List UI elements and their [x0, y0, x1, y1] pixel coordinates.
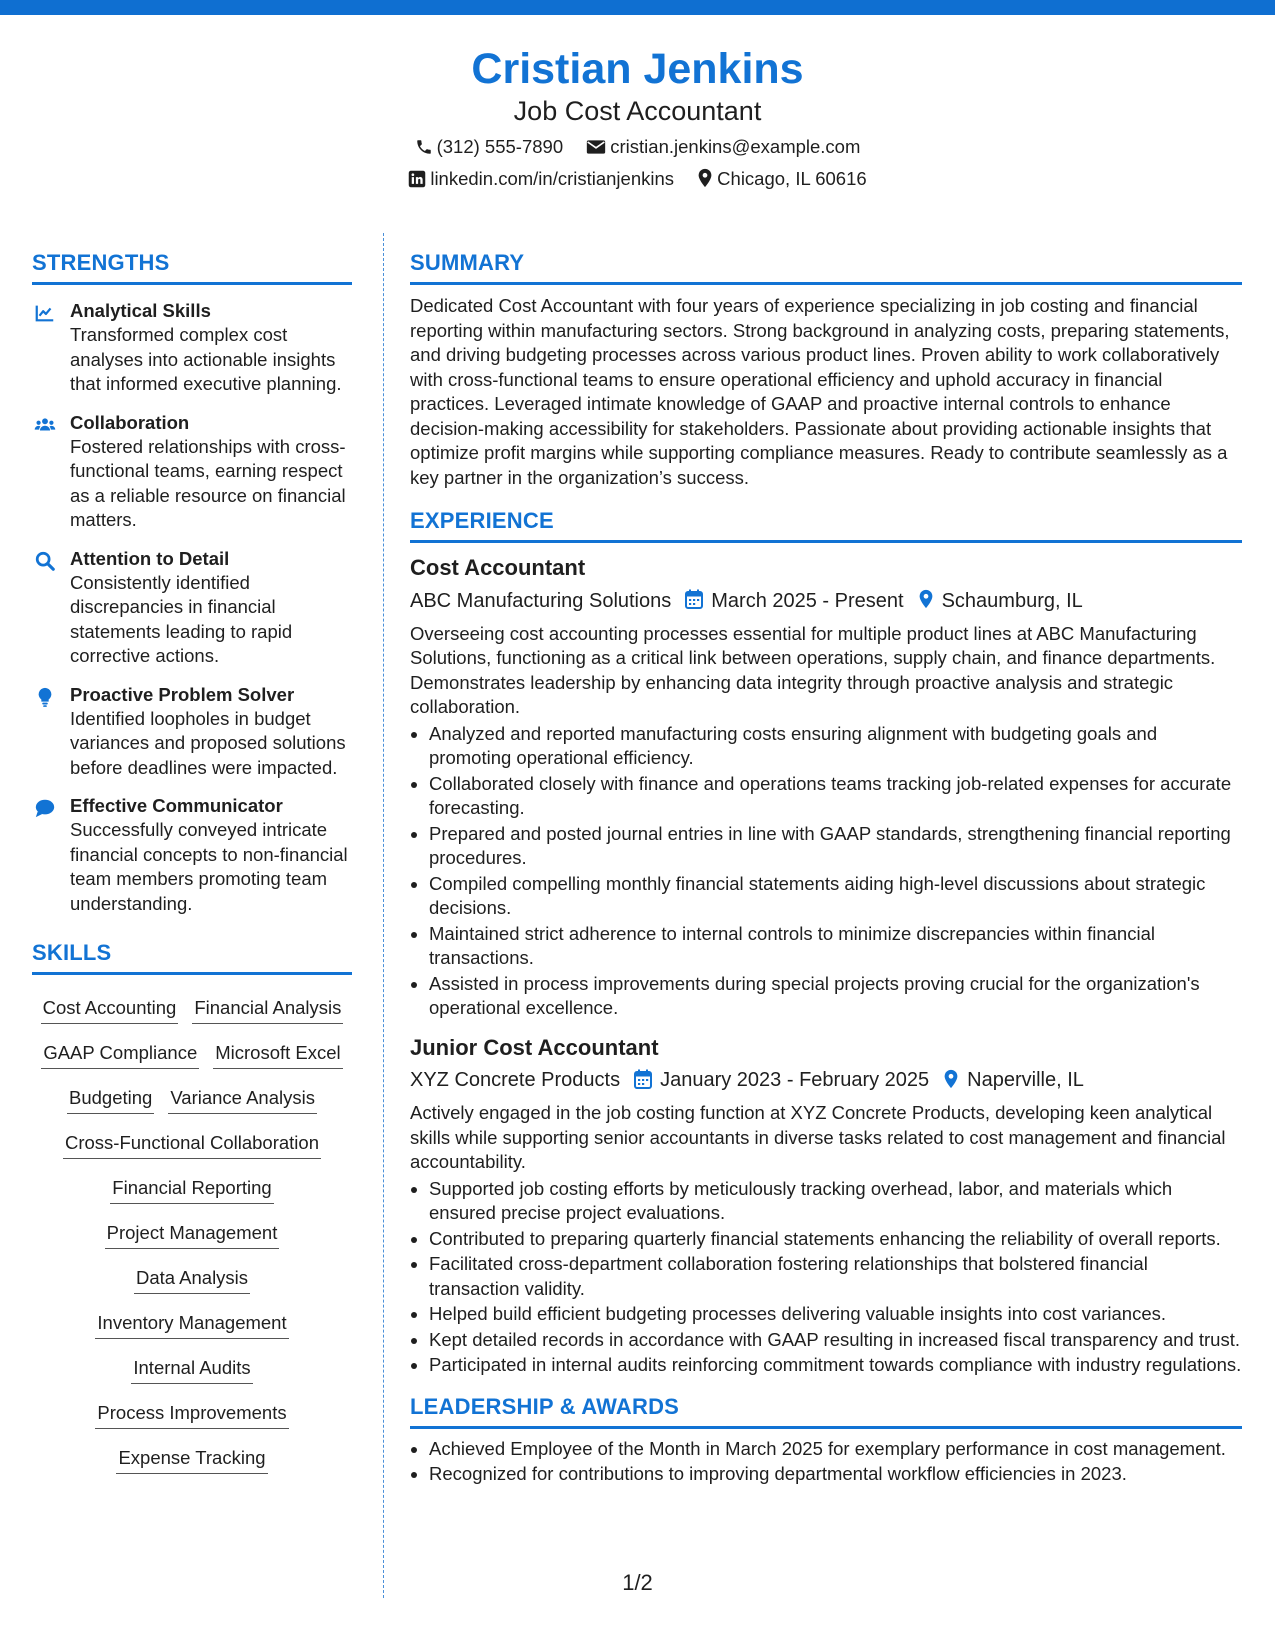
map-pin-icon: [918, 589, 934, 609]
list-item: • Supported job costing efforts by meticulously tracking overhead, labor, and materials which ensured precise project evaluations.: [429, 1177, 1242, 1226]
job-company: XYZ Concrete Products: [410, 1069, 621, 1092]
calendar-icon: [685, 589, 703, 609]
strength-item: [32, 299, 352, 397]
phone-text: (312) 555-7890: [436, 136, 564, 157]
skill-tag: Variance Analysis: [168, 1085, 317, 1114]
job-entry: [410, 553, 1242, 1021]
column-divider: [383, 233, 384, 1598]
skill-tag: Internal Audits: [131, 1355, 252, 1384]
job-bullets: [410, 722, 1242, 1021]
contact-line-1: [0, 134, 1275, 160]
job-meta: [410, 1065, 1242, 1096]
job-bullets: [410, 1177, 1242, 1378]
skill-tag: Cost Accounting: [41, 995, 179, 1024]
skill-tag: Budgeting: [67, 1085, 154, 1114]
right-column: [410, 248, 1242, 1488]
list-item: • Kept detailed records in accordance with GAAP resulting in increased fiscal transparency and trust.: [429, 1328, 1242, 1353]
linkedin-text: linkedin.com/in/cristianjenkins: [430, 168, 675, 189]
job-location: Naperville, IL: [967, 1069, 1084, 1092]
strength-description: Fostered relationships with cross-functional teams, earning respect as a reliable resource on financial matters.: [70, 435, 346, 530]
skill-tag: Project Management: [105, 1220, 280, 1249]
job-meta: [410, 585, 1242, 616]
leadership-bullets: [410, 1437, 1242, 1487]
strength-title: Proactive Problem Solver: [70, 683, 295, 705]
job-title: Job Cost Accountant: [513, 96, 762, 126]
job-entry: [410, 1033, 1242, 1378]
strength-description: Successfully conveyed intricate financial concepts to non-financial team members promoting team understanding.: [70, 819, 348, 914]
left-column: [32, 248, 352, 1482]
list-item: • Recognized for contributions to improving departmental workflow efficiencies in 2023.: [429, 1462, 1242, 1487]
skill-tag: Data Analysis: [134, 1265, 250, 1294]
strength-title: Analytical Skills: [70, 300, 211, 321]
skill-tag: Financial Reporting: [110, 1175, 273, 1204]
strengths-heading: STRENGTHS: [32, 248, 352, 285]
list-item: • Helped build efficient budgeting processes delivering valuable insights into cost variances.: [429, 1302, 1242, 1327]
job-dates: January 2023 - February 2025: [660, 1069, 930, 1092]
page-number: 1/2: [622, 1570, 653, 1595]
contact-line-2: [0, 166, 1275, 192]
strength-title: Attention to Detail: [70, 547, 230, 569]
strength-description: Consistently identified discrepancies in financial statements leading to rapid corrective actions.: [70, 571, 293, 666]
job-location: Schaumburg, IL: [941, 589, 1083, 612]
list-item: • Facilitated cross-department collaboration fostering relationships that bolstered financial transaction validity.: [429, 1252, 1242, 1301]
list-item: • Collaborated closely with finance and operations teams tracking job-related expenses for accurate forecasting.: [429, 772, 1242, 821]
experience-heading: EXPERIENCE: [410, 506, 1242, 543]
strength-item: [32, 547, 352, 669]
job-description: Actively engaged in the job costing function at XYZ Concrete Products, developing keen analytical skills while supporting senior accountants in diverse tasks related to cost management and financial accountability.: [410, 1102, 1226, 1173]
strength-item: [32, 411, 352, 533]
comment-icon: [34, 797, 56, 819]
job-description: Overseeing cost accounting processes essential for multiple product lines at ABC Manufacturing Solutions, functioning as a critical link between operations, supply chain, and finance departments. Demonstrates leadership by enhancing data integrity through proactive analysis and strategic collaboration.: [410, 622, 1216, 718]
skill-tag: Financial Analysis: [192, 995, 343, 1024]
lightbulb-icon: [34, 686, 56, 708]
skills-list: [32, 987, 352, 1482]
skill-tag: Cross-Functional Collaboration: [63, 1130, 321, 1159]
job-role: Junior Cost Accountant: [410, 1034, 659, 1060]
map-pin-icon: [697, 168, 713, 188]
summary-text: Dedicated Cost Accountant with four years of experience specializing in job costing and financial reporting within manufacturing sectors. Strong background in analyzing costs, preparing statements, and driving budgeting processes across various product lines. Proven ability to work collaboratively with cross-functional teams to ensure operational efficiency and uphold accuracy in financial practices. Leveraged intimate knowledge of GAAP and proactive internal controls to enhance decision-making accessibility for stakeholders. Passionate about providing actionable insights that optimize profit margins while supporting compliance measures. Ready to contribute seamlessly as a key partner in the organization’s success.: [410, 295, 1230, 488]
strength-description: Identified loopholes in budget variances and proposed solutions before deadlines were impacted.: [70, 707, 346, 778]
list-item: • Maintained strict adherence to internal controls to minimize discrepancies within financial transactions.: [429, 922, 1242, 971]
list-item: • Assisted in process improvements during special projects proving crucial for the organization's operational excellence.: [429, 972, 1242, 1021]
job-dates: March 2025 - Present: [711, 589, 904, 612]
list-item: • Analyzed and reported manufacturing costs ensuring alignment with budgeting goals and promoting operational efficiency.: [429, 722, 1242, 771]
summary-heading: SUMMARY: [410, 248, 1242, 285]
list-item: • Achieved Employee of the Month in March 2025 for exemplary performance in cost management.: [429, 1437, 1242, 1462]
email-contact[interactable]: [586, 134, 860, 160]
list-item: • Participated in internal audits reinforcing commitment towards compliance with industry regulations.: [429, 1353, 1242, 1378]
job-role: Cost Accountant: [410, 555, 586, 580]
leadership-heading: LEADERSHIP & AWARDS: [410, 1392, 1242, 1429]
location-contact: [697, 166, 866, 192]
strength-title: Collaboration: [70, 411, 190, 433]
list-item: • Contributed to preparing quarterly financial statements enhancing the reliability of overall reports.: [429, 1227, 1242, 1252]
users-icon: [34, 414, 56, 436]
list-item: • Compiled compelling monthly financial statements aiding high-level discussions about strategic decisions.: [429, 872, 1242, 921]
list-item: • Prepared and posted journal entries in line with GAAP standards, strengthening financial reporting procedures.: [429, 822, 1242, 871]
strength-item: [32, 794, 352, 916]
phone-icon: [415, 138, 433, 156]
location-text: Chicago, IL 60616: [717, 168, 867, 189]
job-company: ABC Manufacturing Solutions: [410, 589, 672, 612]
strength-title: Effective Communicator: [70, 795, 283, 816]
skills-heading: SKILLS: [32, 938, 352, 975]
strength-description: Transformed complex cost analyses into actionable insights that informed executive planning.: [70, 324, 342, 394]
skill-tag: Process Improvements: [95, 1400, 288, 1429]
map-pin-icon: [943, 1069, 959, 1089]
skill-tag: GAAP Compliance: [41, 1040, 199, 1069]
phone-contact[interactable]: [415, 134, 564, 160]
chart-line-icon: [34, 302, 56, 324]
linkedin-icon: [408, 170, 426, 188]
skill-tag: Microsoft Excel: [213, 1040, 342, 1069]
skill-tag: Inventory Management: [95, 1310, 288, 1339]
strength-item: [32, 683, 352, 781]
calendar-icon: [634, 1069, 652, 1089]
candidate-name: Cristian Jenkins: [471, 45, 804, 93]
search-icon: [34, 550, 56, 572]
skill-tag: Expense Tracking: [116, 1445, 267, 1474]
top-accent-bar: [0, 0, 1275, 15]
envelope-icon: [586, 138, 606, 156]
linkedin-contact[interactable]: [408, 166, 674, 192]
email-text: cristian.jenkins@example.com: [610, 136, 861, 157]
